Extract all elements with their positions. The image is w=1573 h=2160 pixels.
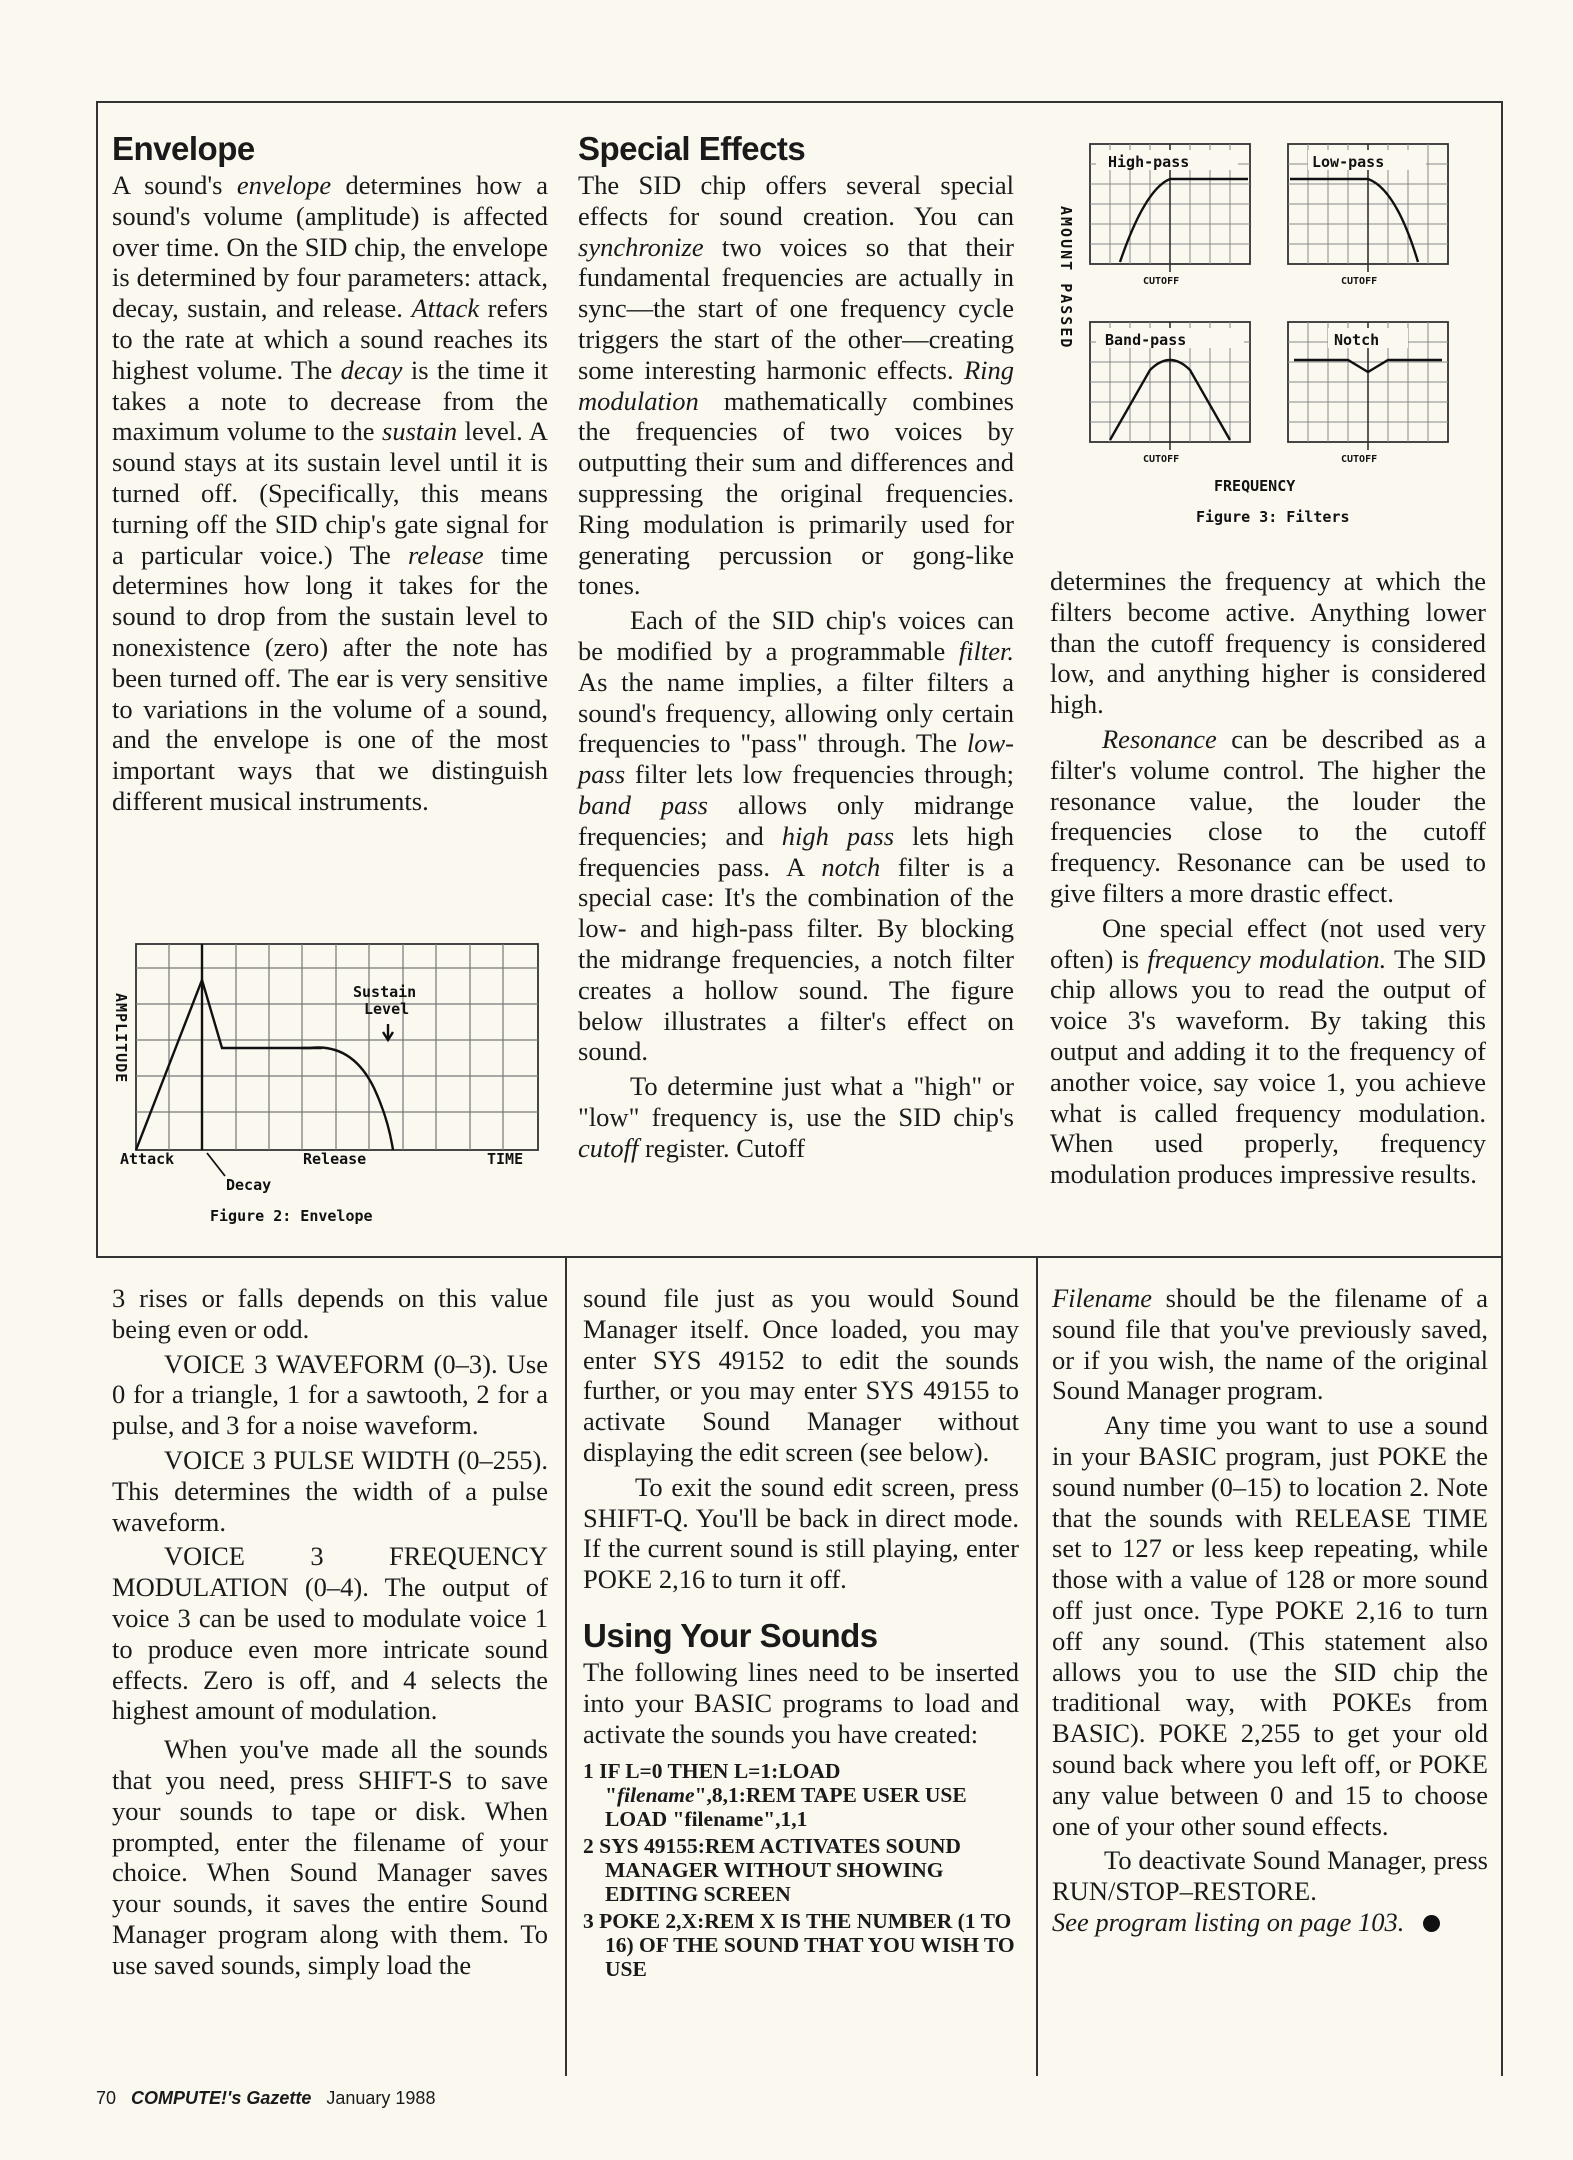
special-effects-paragraph-1: The SID chip offers several special effects for sound creation. You can synchronize two voices so that their fundamental frequencies are actually in sync—the start of one frequency cycle triggers the start of the other—creating some interesting harmonic effects. Ring modulation mathematically combines the frequencies of two voices by outputting their sum and differences and suppressing the original frequencies. Ring modulation is primarily used for generating percussion or gong-like tones.: [578, 170, 1014, 601]
bottom-column-1: [112, 1283, 548, 1981]
filename-paragraph: Filename should be the filename of a sound file that you've previously saved, or if you wish, the name of the original Sound Manager program.: [1052, 1283, 1488, 1406]
deactivate-paragraph: To deactivate Sound Manager, press RUN/STOP–RESTORE.: [1052, 1845, 1488, 1907]
frame-left-rule: [96, 101, 98, 1258]
code-line-2: 2 SYS 49155:REM ACTIVATES SOUND MANAGER WITHOUT SHOWING EDITING SCREEN: [583, 1834, 961, 1907]
program-listing-reference: See program listing on page 103.: [1052, 1907, 1488, 1938]
code-line-1: 1 IF L=0 THEN L=1:LOAD "filename",8,1:REM TAPE USER USE LOAD "filename",1,1: [583, 1759, 967, 1832]
bottom-column-rule-2: [1036, 1258, 1038, 2076]
page-number: 70: [96, 2088, 117, 2108]
bottom-column-rule-3: [1501, 1258, 1503, 2076]
code-line-3: 3 POKE 2,X:REM X IS THE NUMBER (1 TO 16) OF THE SOUND THAT YOU WISH TO USE: [583, 1909, 1015, 1982]
figure-3-filters: [1044, 136, 1494, 536]
bandpass-label: Band-pass: [1105, 331, 1187, 349]
lowpass-label: Low-pass: [1312, 153, 1385, 171]
cutoff-paragraph: determines the frequency at which the filters become active. Anything lower than the cutoff frequency is considered low, and anything higher is considered high.: [1050, 566, 1486, 720]
end-of-article-mark-icon: [1423, 1915, 1440, 1932]
voice3-frequency-modulation-paragraph: VOICE 3 FREQUENCY MODULATION (0–4). The output of voice 3 can be used to modulate voice 1 to produce even more intricate sound effects. Zero is off, and 4 selects the highest amount of modulation.: [112, 1541, 548, 1726]
bottom-column-rule-1: [565, 1258, 567, 2076]
frequency-modulation-paragraph: One special effect (not used very often) is frequency modulation. The SID chip allows you to read the output of voice 3's waveform. By taking this output and adding it to the frequency of another voice, say voice 1, you achieve what is called frequency modulation. When used properly, frequency modulation produces impressive results.: [1050, 912, 1486, 1190]
voice3-intro-paragraph: 3 rises or falls depends on this value being even or odd.: [112, 1283, 548, 1344]
amount-passed-axis-label: AMOUNT PASSED: [1057, 206, 1075, 350]
figure-2-envelope: [112, 938, 552, 1238]
frame-middle-rule: [96, 1256, 1503, 1258]
release-label: Release: [303, 1150, 367, 1168]
special-effects-section: [578, 130, 1014, 1164]
cutoff-label-2: CUTOFF: [1341, 276, 1378, 287]
figure-3-caption: Figure 3: Filters: [1196, 508, 1350, 526]
notch-label: Notch: [1334, 331, 1380, 349]
cutoff-label-4: CUTOFF: [1341, 454, 1378, 465]
special-effects-paragraph-2: Each of the SID chip's voices can be modified by a programmable filter. As the name implies, a filter filters a sound's frequency, allowing only certain frequencies to "pass" through. The low-pass filter lets low frequencies through; band pass allows only midrange frequencies; and high pass lets high frequencies pass. A notch filter is a special case: It's the combination of the low- and high-pass filter. By blocking the midrange frequencies, a notch filter creates a hollow sound. The figure below illustrates a filter's effect on sound.: [578, 605, 1014, 1067]
highpass-label: High-pass: [1108, 153, 1190, 171]
exit-edit-screen-paragraph: To exit the sound edit screen, press SHIFT-Q. You'll be back in direct mode. If the current sound is still playing, enter POKE 2,16 to turn it off.: [583, 1471, 1019, 1595]
voice3-pulse-width-paragraph: VOICE 3 PULSE WIDTH (0–255). This determines the width of a pulse waveform.: [112, 1444, 548, 1537]
frame-top-rule: [96, 101, 1503, 103]
resonance-paragraph: Resonance can be described as a filter's volume control. The higher the resonance value, the louder the frequencies close to the cutoff frequency. Resonance can be used to give filters a more drastic effect.: [1050, 723, 1486, 908]
envelope-heading: Envelope: [112, 130, 255, 167]
cutoff-label-3: CUTOFF: [1143, 454, 1180, 465]
frame-right-rule: [1501, 101, 1503, 1258]
filters-continued-section: [1050, 566, 1486, 1190]
saving-sounds-paragraph: When you've made all the sounds that you need, press SHIFT-S to save your sounds to tape or disk. When prompted, enter the filename of your choice. When Sound Manager saves your sounds, it saves the entire Sound Manager program along with them. To use saved sounds, simply load the: [112, 1734, 548, 1980]
sustain-label-2: Level: [364, 1000, 410, 1018]
attack-label: Attack: [120, 1150, 175, 1168]
frequency-axis-label: FREQUENCY: [1214, 477, 1296, 495]
filters-diagram: [1044, 136, 1494, 536]
bottom-column-2: [583, 1283, 1019, 1984]
time-label: TIME: [487, 1150, 524, 1168]
magazine-name: COMPUTE!'s Gazette: [131, 2088, 312, 2108]
special-effects-heading: Special Effects: [578, 130, 806, 167]
envelope-section: [112, 130, 548, 817]
envelope-paragraph: A sound's envelope determines how a sound's volume (amplitude) is affected over time. On the SID chip, the envelope is determined by four parameters: attack, decay, sustain, and release. Attack refers to the rate at which a sound reaches its highest volume. The decay is the time it takes a note to decrease from the maximum volume to the sustain level. A sound stays at its sustain level until it is turned off. (Specifically, this means turning off the SID chip's gate signal for a particular voice.) The release time determines how long it takes for the sound to drop from the sustain level to nonexistence (zero) after the note has been turned off. The ear is very sensitive to variations in the volume of a sound, and the envelope is one of the most important ways that we distinguish different musical instruments.: [112, 170, 549, 816]
poke-usage-paragraph: Any time you want to use a sound in your BASIC program, just POKE the sound number (0–15) to location 2. Note that the sounds with RELEASE TIME set to 127 or less keep repeating, while those with a value of 128 or more sound off just once. Type POKE 2,16 to turn off any sound. (This statement also allows you to use the SID chip the traditional way, with POKEs from BASIC). POKE 2,255 to get your old sound back where you left off, or POKE any value between 0 and 15 to choose one of your other sound effects.: [1052, 1410, 1488, 1841]
using-your-sounds-heading: Using Your Sounds: [583, 1616, 878, 1654]
sustain-label-1: Sustain: [353, 983, 417, 1001]
basic-code-listing: [583, 1759, 1019, 1981]
amplitude-axis-label: AMPLITUDE: [112, 993, 130, 1084]
voice3-waveform-paragraph: VOICE 3 WAVEFORM (0–3). Use 0 for a triangle, 1 for a sawtooth, 2 for a pulse, and 3 for a noise waveform.: [112, 1348, 548, 1441]
page-footer: [96, 2088, 435, 2109]
special-effects-paragraph-3: To determine just what a "high" or "low" frequency is, use the SID chip's cutoff register. Cutoff: [578, 1071, 1014, 1163]
using-your-sounds-paragraph: The following lines need to be inserted into your BASIC programs to load and activate the sounds you have created:: [583, 1656, 1019, 1749]
envelope-diagram: [112, 938, 552, 1238]
decay-label: Decay: [226, 1176, 272, 1194]
bottom-column-3: [1052, 1283, 1488, 1938]
cutoff-label-1: CUTOFF: [1143, 276, 1180, 287]
figure-2-caption: Figure 2: Envelope: [210, 1207, 373, 1225]
loading-sounds-paragraph: sound file just as you would Sound Manager itself. Once loaded, you may enter SYS 49152 to edit the sounds further, or you may enter SYS 49155 to activate Sound Manager without displaying the edit screen (see below).: [583, 1283, 1019, 1467]
issue-date: January 1988: [326, 2088, 436, 2108]
